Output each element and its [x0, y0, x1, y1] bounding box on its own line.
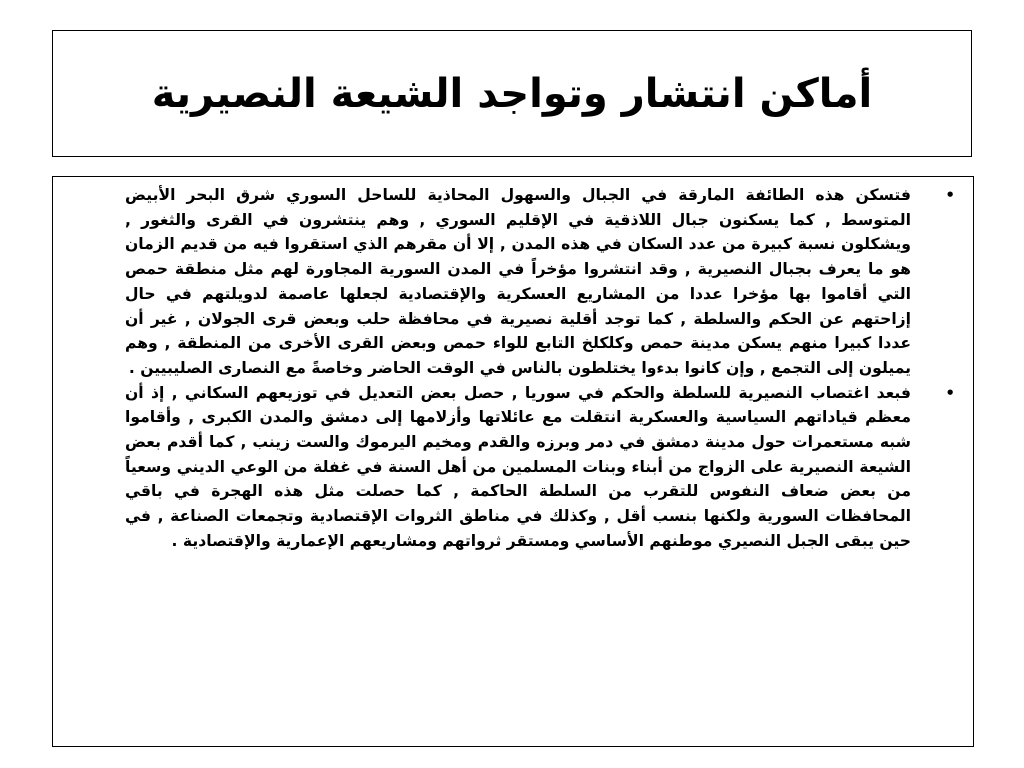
bullet-dot-icon: • — [945, 383, 955, 402]
bullet-text-1: فتسكن هذه الطائفة المارقة في الجبال والسهول المحاذية للساحل السوري شرق البحر الأبيض المتوسط , كما يسكنون جبال اللاذقية في الإقليم السوري , وهم ينتشرون في القرى والثغور , ويشكلون نسبة كبيرة من عدد السكان في هذه المدن , إلا أن مقرهم الذي استقروا فيه من قديم الزمان هو ما يعرف بجبال النصيرية , وقد انتشروا مؤخراً في المدن السورية المجاورة لهم مثل منطقة حمص التي أقاموا بها مؤخرا عددا من المشاريع العسكرية والإقتصادية لجعلها عاصمة لدويلتهم في حال إزاحتهم عن الحكم والسلطة , كما توجد أقلية نصيرية في محافظة حلب وبعض قرى الجولان , غير أن عددا كبيرا منهم يسكن مدينة حمص وكلكلخ التابع للواء حمص وبعض القرى الأخرى من المنطقة , وهم يميلون إلى التجمع , وإن كانوا بدءوا يختلطون بالناس في الوقت الحاضر وخاصةً مع النصارى الصليبيين . — [125, 186, 911, 377]
slide-content-box — [52, 176, 974, 747]
bullet-text-2: فبعد اغتصاب النصيرية للسلطة والحكم في سوريا , حصل بعض التعديل في توزيعهم السكاني , إذ أن معظم قياداتهم السياسية والعسكرية انتقلت مع عائلاتها وأزلامها إلى دمشق والمدن الكبرى , وأقاموا شبه مستعمرات حول مدينة دمشق في دمر وبرزه والقدم ومخيم اليرموك والست زينب , كما أقدم بعض الشيعة النصيرية على الزواج من أبناء وبنات المسلمين من أهل السنة في غفلة من الوعي الديني وسعياً من بعض ضعاف النفوس للتقرب من السلطة الحاكمة , كما حصلت مثل هذه الهجرة في باقي المحافظات السورية ولكنها بنسب أقل , وكذلك في مناطق الثروات الإقتصادية وتجمعات الصناعة , في حين يبقى الجبل النصيري موطنهم الأساسي ومستقر ثرواتهم ومشاريعهم الإعمارية والإقتصادية . — [125, 383, 911, 550]
bullet-list — [125, 183, 955, 554]
slide-title-box — [52, 30, 972, 157]
slide-title: أماكن انتشار وتواجد الشيعة النصيرية — [151, 70, 873, 117]
bullet-item-1 — [125, 183, 955, 381]
bullet-dot-icon: • — [945, 186, 955, 204]
bullet-item-2 — [125, 381, 955, 554]
